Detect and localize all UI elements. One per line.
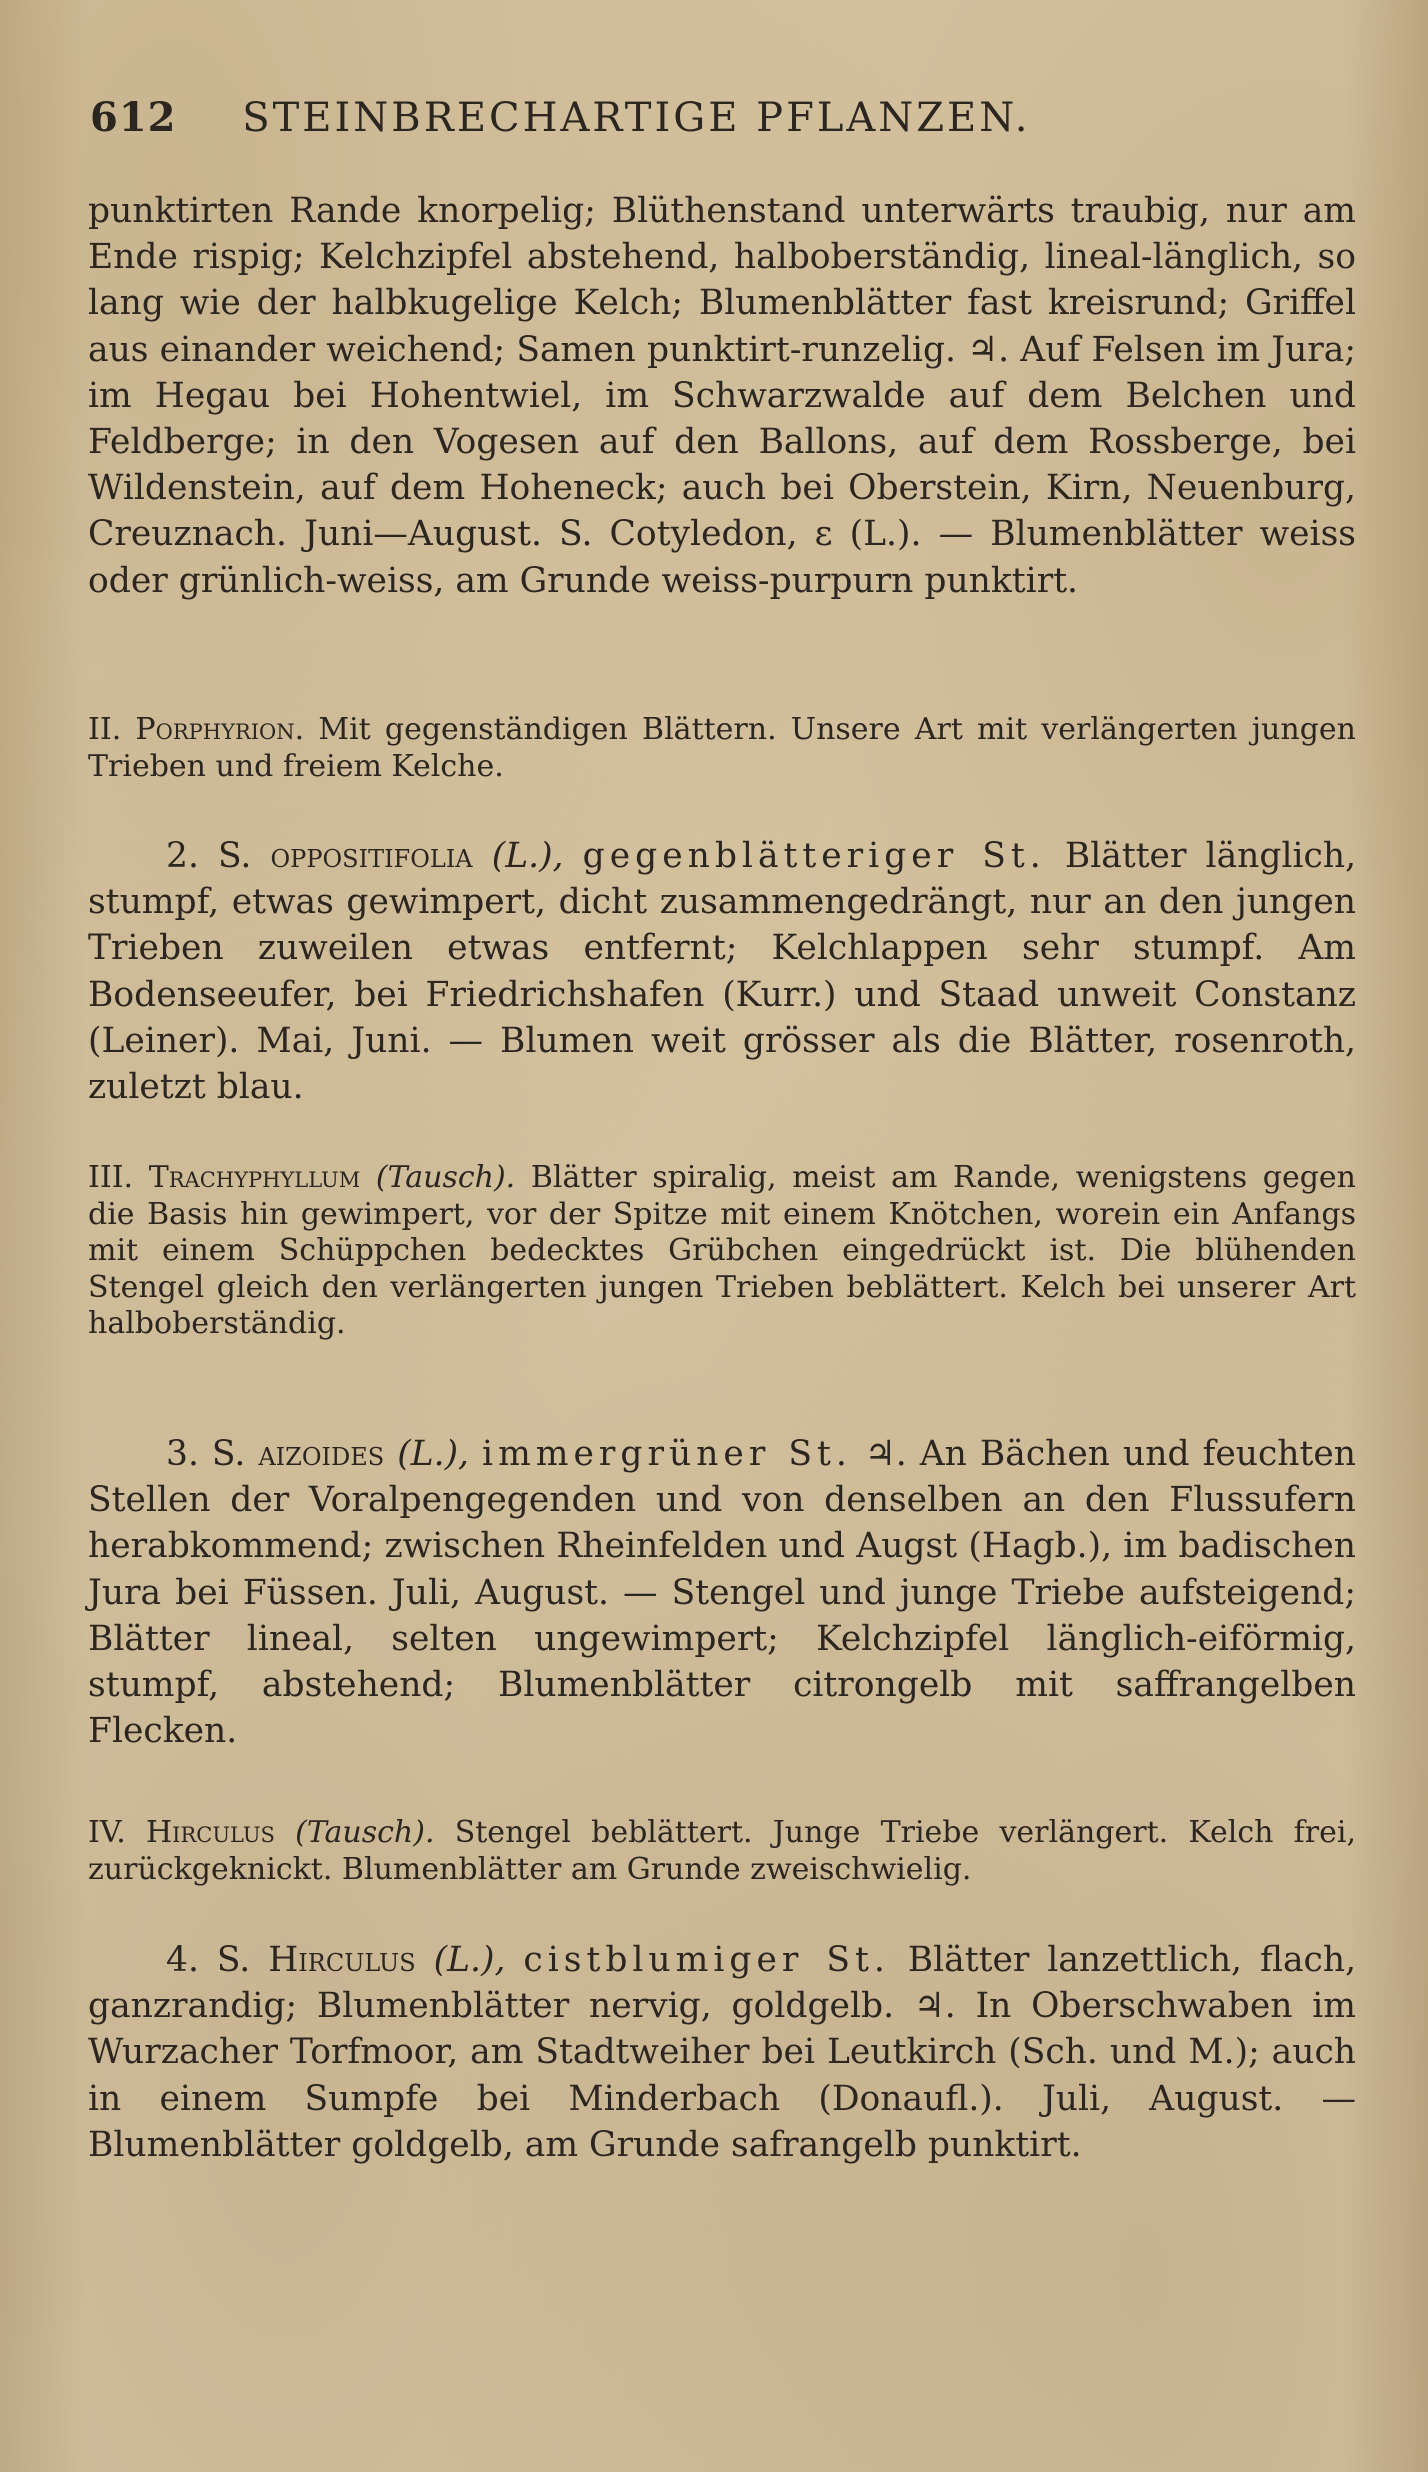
section-iii-text: Blätter spiralig, meist am Rande, wenigstens gegen die Basis hin gewimpert, vor der Spitze mit einem Knötchen, worein ein Anfangs mit einem Schüppchen bedecktes Grübchen eingedrückt ist. Die blühenden Stengel gleich den verlängerten jungen Trieben beblättert. Kelch bei unserer Art halboberständig. [88,1160,1356,1342]
species-3-name: aizoides [258,1434,385,1474]
section-ii-porphyrion [88,712,1356,785]
species-2-entry [88,833,1356,1110]
paragraph-continuation: punktirten Rande knorpelig; Blüthenstand unterwärts traubig, nur am Ende rispig; Kelchzipfel abstehend, halboberständig, lineal-länglich, so lang wie der halbkugelige Kelch; Blumenblätter fast kreisrund; Griffel aus einander weichend; Samen punktirt-runzelig. ♃. Auf Felsen im Jura; im Hegau bei Hohentwiel, im Schwarzwalde auf dem Belchen und Feldberge; in den Vogesen auf den Ballons, auf dem Rossberge, bei Wildenstein, auf dem Hoheneck; auch bei Oberstein, Kirn, Neuenburg, Creuznach. Juni—August. S. Cotyledon, ε (L.). — Blumenblätter weiss oder grünlich-weiss, am Grunde weiss-purpurn punktirt. [88,191,1356,601]
species-3-author: (L.), [397,1434,469,1474]
running-title: STEINBRECHARTIGE PFLANZEN. [242,95,1031,141]
section-iii-name: Trachyphyllum [148,1160,361,1195]
species-4-common-name: cistblumiger St. [523,1940,890,1980]
section-iv-numeral: IV. [88,1815,126,1850]
species-4-number: 4. S. [166,1940,251,1980]
section-ii-numeral: II. [88,712,122,747]
species-2-description: Blätter länglich, stumpf, etwas gewimpert, dicht zusammengedrängt, nur an den jungen Trieben zuweilen etwas entfernt; Kelchlappen sehr stumpf. Am Bodenseeufer, bei Friedrichshafen (Kurr.) und Staad unweit Constanz (Leiner). Mai, Juni. — Blumen weit grösser als die Blätter, rosenroth, zuletzt blau. [88,836,1357,1108]
species-4-author: (L.), [433,1940,506,1980]
section-iv-name: Hirculus [146,1815,275,1850]
section-iv-text: Stengel beblättert. Junge Triebe verlängert. Kelch frei, zurückgeknickt. Blumenblätter am Grunde zweischwielig. [88,1815,1356,1887]
species-3-entry [88,1431,1356,1754]
species-4-entry [88,1937,1356,2168]
section-ii-text: Mit gegenständigen Blättern. Unsere Art mit verlängerten jungen Trieben und freiem Kelche. [88,712,1356,784]
species-2-common-name: gegenblätteriger St. [582,836,1046,876]
species-2-number: 2. S. [166,836,252,876]
section-ii-name: Porphyrion. [135,712,305,747]
species-3-common-name: immergrüner St. [482,1434,852,1474]
species-3-number: 3. S. [166,1434,246,1474]
running-header [90,94,1170,141]
page-number: 612 [90,94,177,141]
species-2-author: (L.), [491,836,564,876]
species-4-name: Hirculus [268,1940,416,1980]
section-iv-author: (Tausch). [295,1815,435,1850]
species-3-description: ♃. An Bächen und feuchten Stellen der Voralpengegenden und von denselben an den Flussufern herabkommend; zwischen Rheinfelden und Augst (Hagb.), im badischen Jura bei Füssen. Juli, August. — Stengel und junge Triebe aufsteigend; Blätter lineal, selten ungewimpert; Kelchzipfel länglich-eiförmig, stumpf, abstehend; Blumenblätter citrongelb mit saffrangelben Flecken. [88,1434,1357,1752]
species-2-name: oppositifolia [270,836,473,876]
section-iii-author: (Tausch). [375,1160,516,1195]
species-4-description: Blätter lanzettlich, flach, ganzrandig; Blumenblätter nervig, goldgelb. ♃. In Oberschwaben im Wurzacher Torfmoor, am Stadtweiher bei Leutkirch (Sch. und M.); auch in einem Sumpfe bei Minderbach (Donaufl.). Juli, August. — Blumenblätter goldgelb, am Grunde safrangelb punktirt. [88,1940,1357,2165]
section-iii-trachyphyllum [88,1160,1356,1343]
section-iv-hirculus [88,1815,1356,1888]
section-iii-numeral: III. [88,1160,134,1195]
